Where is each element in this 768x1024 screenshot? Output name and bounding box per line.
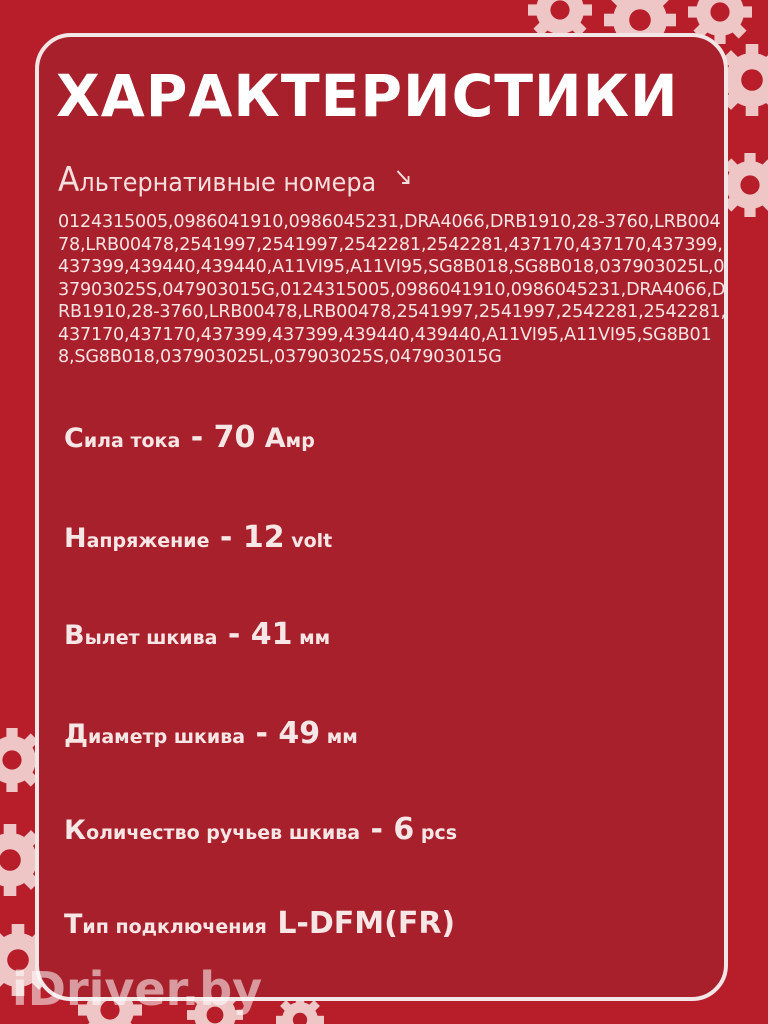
spec-unit: volt xyxy=(291,530,333,552)
spec-current xyxy=(64,420,315,455)
spec-value: 70 xyxy=(213,420,256,455)
spec-label: апряжение xyxy=(86,530,210,552)
spec-unit: мм xyxy=(326,726,358,748)
spec-sep: - xyxy=(209,520,243,555)
spec-label-cap: Т xyxy=(64,909,83,940)
spec-label: ила тока xyxy=(83,430,181,452)
spec-label-cap: К xyxy=(64,815,87,846)
spec-label-cap: Д xyxy=(64,719,89,750)
spec-sep: - xyxy=(217,617,251,652)
spec-label-cap: В xyxy=(64,620,85,651)
alt-numbers-heading xyxy=(58,160,414,200)
spec-voltage xyxy=(64,520,332,555)
page-title: ХАРАКТЕРИСТИКИ xyxy=(56,62,679,130)
spec-unit: мр xyxy=(285,430,315,452)
spec-unit: мм xyxy=(299,627,331,649)
spec-sep: - xyxy=(180,420,214,455)
spec-value: 6 xyxy=(393,812,415,847)
spec-pulley-diameter xyxy=(64,716,358,751)
spec-label: ылет шкива xyxy=(84,627,218,649)
spec-sep: - xyxy=(360,812,394,847)
alt-heading-cap: А xyxy=(58,160,80,200)
spec-label-cap: Н xyxy=(64,523,87,554)
spec-connection-type xyxy=(64,906,455,941)
spec-label: иаметр шкива xyxy=(88,726,246,748)
spec-unit: pcs xyxy=(420,822,458,844)
spec-unit-cap xyxy=(414,822,421,844)
alt-heading-rest: льтернативные номера xyxy=(79,168,377,198)
arrow-down-right-icon xyxy=(394,167,414,189)
spec-sep: - xyxy=(245,716,279,751)
spec-value: L-DFM(FR) xyxy=(277,906,456,941)
spec-value: 12 xyxy=(242,520,285,555)
spec-unit-cap xyxy=(320,726,327,748)
spec-pulley-offset xyxy=(64,617,330,652)
spec-value: 49 xyxy=(278,716,321,751)
spec-pulley-grooves xyxy=(64,812,457,847)
spec-unit-cap: А xyxy=(255,423,286,454)
spec-value: 41 xyxy=(250,617,293,652)
watermark: iDriver.by xyxy=(12,962,263,1016)
spec-label: оличество ручьев шкива xyxy=(86,822,361,844)
spec-label-cap: С xyxy=(64,423,84,454)
spec-sep xyxy=(267,906,277,941)
alt-numbers-list: 0124315005,0986041910,0986045231,DRA4066,DRB1910,28-3760,LRB00478,LRB00478,2541997,2541997,2542281,2542281,437170,437170,437399,437399,439440,439440,A11VI95,A11VI95,SG8B018,SG8B018,037903025L,037903025S,047903015G,0124315005,0986041910,0986045231,DRA4066,DRB1910,28-3760,LRB00478,LRB00478,2541997,2541997,2542281,2542281,437170,437170,437399,437399,439440,439440,A11VI95,A11VI95,SG8B018,SG8B018,037903025L,037903025S,047903015G xyxy=(58,212,726,367)
spec-label: ип подключения xyxy=(82,916,267,938)
